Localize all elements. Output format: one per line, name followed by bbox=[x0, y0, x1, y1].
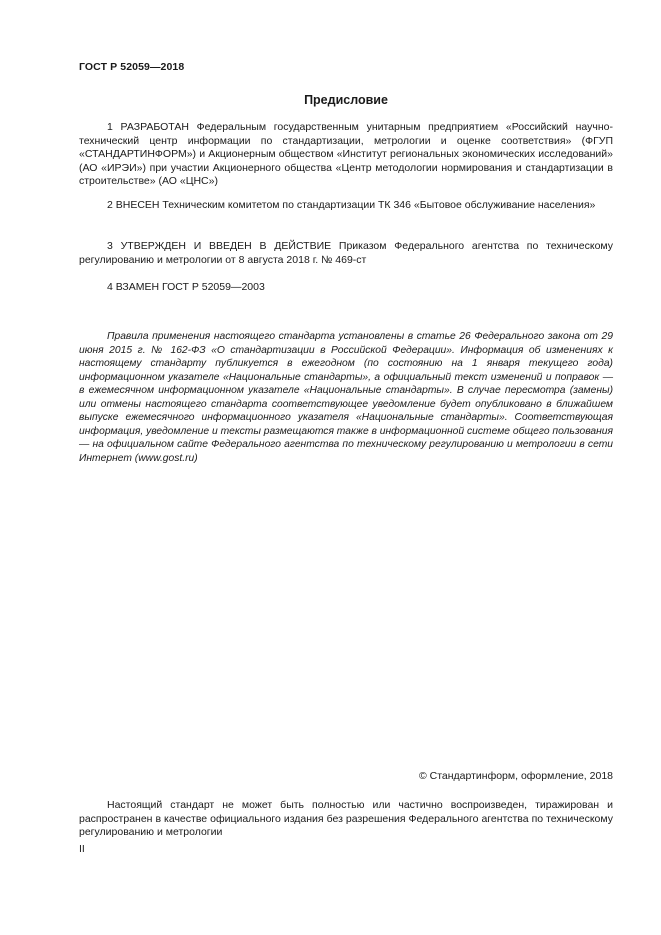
preface-item-replaces: 4 ВЗАМЕН ГОСТ Р 52059—2003 bbox=[107, 281, 265, 293]
copyright-notice: © Стандартинформ, оформление, 2018 bbox=[418, 770, 613, 782]
document-code: ГОСТ Р 52059—2018 bbox=[79, 61, 185, 73]
page-number: II bbox=[79, 843, 85, 855]
preface-item-introduced: 2 ВНЕСЕН Техническим комитетом по стандартизации ТК 346 «Бытовое обслуживание населения» bbox=[107, 199, 596, 211]
reproduction-rights-notice: Настоящий стандарт не может быть полностью или частично воспроизведен, тиражирован и распространен в качестве официального издания без разрешения Федерального агентства по техническому регулированию и метрологии bbox=[79, 799, 613, 839]
preface-item-approved: 3 УТВЕРЖДЕН И ВВЕДЕН В ДЕЙСТВИЕ Приказом Федерального агентства по техническому регулированию и метрологии от 8 августа 2018 г. № 469-ст bbox=[79, 240, 613, 266]
application-rules-note: Правила применения настоящего стандарта установлены в статье 26 Федерального закона от 29 июня 2015 г. № 162-ФЗ «О стандартизации в Российской Федерации». Информация об изменениях к настоящему стандарту публикуется в ежегодном (по состоянию на 1 января текущего года) информационном указателе «Национальные стандарты», а официальный текст изменений и поправок — в ежемесячном информационном указателе «Национальные стандарты». В случае пересмотра (замены) или отмены настоящего стандарта соответствующее уведомление будет опубликовано в ближайшем выпуске ежемесячного информационного указателя «Национальные стандарты». Соответствующая информация, уведомление и тексты размещаются также в информационной системе общего пользования — на официальном сайте Федерального агентства по техническому регулированию и метрологии в сети Интернет (www.gost.ru) bbox=[79, 331, 613, 464]
preface-item-developed: 1 РАЗРАБОТАН Федеральным государственным унитарным предприятием «Российский научно-технический центр информации по стандартизации, метрологии и оценке соответствия» (ФГУП «СТАНДАРТИНФОРМ») и Акционерным обществом «Институт региональных экономических исследований» (АО «ИРЭИ») при участии Акционерного общества «Центр методологии нормирования и стандартизации в строительстве» (АО «ЦНС») bbox=[79, 121, 613, 188]
preface-title: Предисловие bbox=[304, 93, 388, 107]
